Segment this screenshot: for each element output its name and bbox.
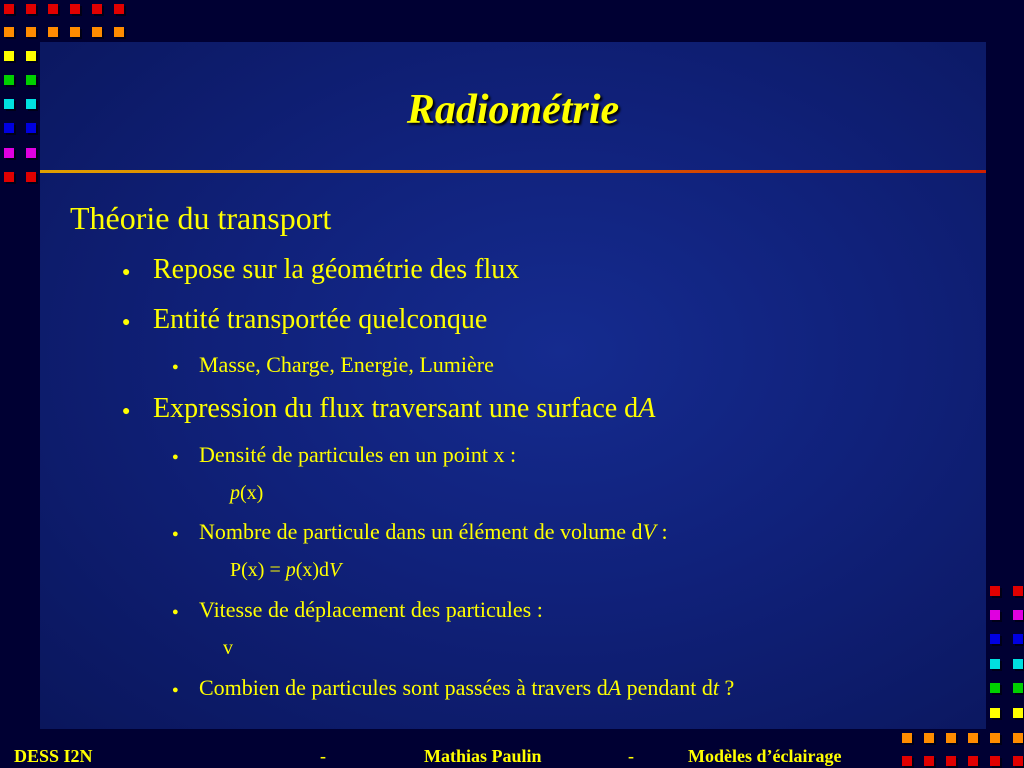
item-combien (199, 675, 734, 701)
item-repose: Repose sur la géométrie des flux (153, 254, 520, 285)
item-combien-text: Combien de particules sont passées à travers d (199, 675, 608, 700)
var-p: p (285, 559, 296, 581)
item-nombre-colon: : (655, 519, 668, 544)
item-entite: Entité transportée quelconque (153, 304, 488, 335)
item-nombre-text: Nombre de particule dans un élément de volume d (199, 519, 643, 544)
slide-panel (40, 42, 986, 729)
footer-left: DESS I2N (14, 746, 93, 766)
heading-theorie-transport: Théorie du transport (70, 200, 332, 236)
item-expression-text: Expression du flux traversant une surface d (153, 393, 639, 424)
bullet-dot-icon: ● (172, 361, 179, 373)
formula-xd: (x)d (295, 559, 330, 581)
var-V: V (329, 559, 342, 581)
formula-x: (x) (240, 482, 264, 504)
var-V: V (642, 519, 656, 544)
bullet-dot-icon: ● (122, 265, 131, 280)
var-t: t (712, 675, 719, 700)
item-vitesse: Vitesse de déplacement des particules : (199, 597, 543, 622)
bullet-dot-icon: ● (122, 404, 131, 419)
footer-course: Modèles d’éclairage (688, 746, 842, 766)
bullet-dot-icon: ● (122, 315, 131, 330)
var-p: p (230, 482, 240, 504)
bullet-dot-icon: ● (172, 684, 179, 696)
item-combien-pendant: pendant d (621, 675, 713, 700)
footer-author: Mathias Paulin (424, 746, 542, 766)
slide-title: Radiométrie (406, 87, 620, 133)
formula-p-x (230, 482, 263, 505)
item-densite: Densité de particules en un point x : (199, 442, 517, 467)
bullet-dot-icon: ● (172, 606, 179, 618)
formula-v: v (223, 637, 233, 659)
bullet-dot-icon: ● (172, 528, 179, 540)
formula-P-x (230, 559, 341, 582)
footer-separator: - (628, 746, 634, 766)
formula-P-prefix: P(x) = (230, 559, 286, 581)
item-masse: Masse, Charge, Energie, Lumière (199, 352, 494, 377)
item-combien-q: ? (718, 675, 735, 700)
title-divider (40, 170, 986, 173)
bullet-dot-icon: ● (172, 451, 179, 463)
var-A: A (607, 675, 622, 700)
item-expression (153, 393, 655, 425)
footer-separator: - (320, 746, 326, 766)
var-A: A (638, 393, 656, 424)
item-nombre (199, 519, 668, 545)
